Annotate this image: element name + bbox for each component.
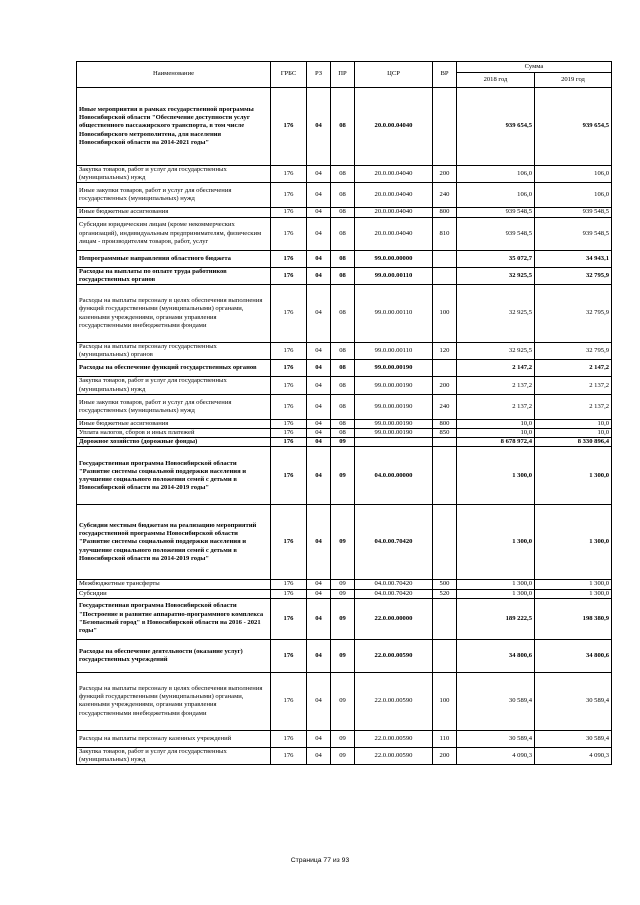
cell-s2018: 1 300,0	[457, 447, 535, 505]
cell-s2019: 34 943,1	[535, 250, 612, 267]
col-header-sum: Сумма	[457, 62, 612, 73]
cell-vr: 200	[433, 166, 457, 183]
cell-grbs: 176	[271, 343, 307, 360]
cell-s2019: 1 300,0	[535, 589, 612, 598]
budget-table	[76, 61, 612, 765]
cell-name: Иные закупки товаров, работ и услуг для обеспечения государственных (муниципальных) нужд	[77, 394, 271, 419]
table-row	[77, 88, 612, 166]
cell-csr: 22.0.00.00000	[355, 598, 433, 639]
cell-pr: 08	[331, 208, 355, 217]
cell-s2019: 32 795,9	[535, 285, 612, 343]
cell-s2019: 1 300,0	[535, 447, 612, 505]
cell-rz: 04	[307, 419, 331, 428]
cell-s2019: 939 548,5	[535, 217, 612, 250]
cell-grbs: 176	[271, 285, 307, 343]
cell-pr: 08	[331, 267, 355, 284]
cell-name: Субсидии местным бюджетам на реализацию мероприятий государственной программы Новосибирской области "Развитие системы социальной поддержки населения и улучшение социального положения семей с детьми в Новосибирской области на 2014-2019 годы"	[77, 505, 271, 580]
table-row	[77, 589, 612, 598]
cell-rz: 04	[307, 267, 331, 284]
cell-name: Расходы на выплаты по оплате труда работников государственных органов	[77, 267, 271, 284]
cell-pr: 09	[331, 598, 355, 639]
cell-s2018: 1 300,0	[457, 580, 535, 589]
cell-rz: 04	[307, 208, 331, 217]
cell-vr: 200	[433, 377, 457, 394]
table-row	[77, 672, 612, 730]
cell-grbs: 176	[271, 672, 307, 730]
cell-s2019: 2 137,2	[535, 377, 612, 394]
cell-rz: 04	[307, 589, 331, 598]
cell-s2018: 2 137,2	[457, 394, 535, 419]
cell-rz: 04	[307, 438, 331, 447]
cell-rz: 04	[307, 166, 331, 183]
cell-s2018: 2 137,2	[457, 377, 535, 394]
cell-vr: 240	[433, 183, 457, 208]
cell-s2018: 189 222,5	[457, 598, 535, 639]
cell-vr	[433, 267, 457, 284]
cell-rz: 04	[307, 88, 331, 166]
cell-rz: 04	[307, 505, 331, 580]
col-header-2018: 2018 год	[457, 73, 535, 88]
table-row	[77, 447, 612, 505]
cell-s2019: 30 589,4	[535, 672, 612, 730]
cell-pr: 09	[331, 589, 355, 598]
cell-vr: 800	[433, 208, 457, 217]
cell-vr: 240	[433, 394, 457, 419]
cell-grbs: 176	[271, 208, 307, 217]
cell-pr: 08	[331, 166, 355, 183]
budget-table-page	[76, 61, 611, 765]
table-header	[77, 62, 612, 88]
col-header-grbs: ГРБС	[271, 62, 307, 88]
cell-name: Субсидии	[77, 589, 271, 598]
cell-vr: 520	[433, 589, 457, 598]
table-body	[77, 88, 612, 765]
cell-grbs: 176	[271, 250, 307, 267]
cell-rz: 04	[307, 377, 331, 394]
table-row	[77, 360, 612, 377]
cell-s2018: 8 678 972,4	[457, 438, 535, 447]
cell-s2018: 939 548,5	[457, 217, 535, 250]
table-row	[77, 285, 612, 343]
cell-s2018: 10,0	[457, 429, 535, 438]
col-header-csr: ЦСР	[355, 62, 433, 88]
cell-pr: 08	[331, 360, 355, 377]
cell-csr: 99.0.00.00110	[355, 267, 433, 284]
cell-s2019: 32 795,9	[535, 343, 612, 360]
cell-grbs: 176	[271, 267, 307, 284]
cell-rz: 04	[307, 429, 331, 438]
table-row	[77, 730, 612, 747]
cell-grbs: 176	[271, 447, 307, 505]
col-header-vr: ВР	[433, 62, 457, 88]
cell-name: Расходы на обеспечение функций государственных органов	[77, 360, 271, 377]
table-row	[77, 419, 612, 428]
cell-pr: 09	[331, 580, 355, 589]
cell-grbs: 176	[271, 88, 307, 166]
cell-grbs: 176	[271, 505, 307, 580]
table-row	[77, 438, 612, 447]
cell-vr	[433, 438, 457, 447]
cell-name: Иные мероприятия в рамках государственной программы Новосибирской области "Обеспечение доступности услуг общественного пассажирского транспорта, в том числе Новосибирского метрополитена, для населения Новосибирской области на 2014-2021 годы"	[77, 88, 271, 166]
cell-s2018: 32 925,5	[457, 267, 535, 284]
cell-s2018: 34 800,6	[457, 639, 535, 672]
cell-csr: 99.0.00.00110	[355, 285, 433, 343]
table-row	[77, 208, 612, 217]
cell-pr: 09	[331, 447, 355, 505]
cell-grbs: 176	[271, 589, 307, 598]
col-header-name: Наименование	[77, 62, 271, 88]
cell-pr: 08	[331, 183, 355, 208]
cell-s2019: 106,0	[535, 183, 612, 208]
cell-s2018: 4 090,3	[457, 747, 535, 764]
cell-pr: 08	[331, 377, 355, 394]
cell-vr: 100	[433, 285, 457, 343]
cell-s2019: 1 300,0	[535, 505, 612, 580]
cell-vr: 810	[433, 217, 457, 250]
cell-grbs: 176	[271, 747, 307, 764]
cell-vr	[433, 250, 457, 267]
cell-rz: 04	[307, 672, 331, 730]
cell-name: Расходы на выплаты персоналу в целях обеспечения выполнения функций государственными (муниципальными) органами, казенными учреждениями, органами управления государственными внебюджетными фондами	[77, 285, 271, 343]
cell-rz: 04	[307, 360, 331, 377]
cell-grbs: 176	[271, 217, 307, 250]
cell-s2018: 939 548,5	[457, 208, 535, 217]
cell-s2019: 10,0	[535, 419, 612, 428]
cell-s2018: 2 147,2	[457, 360, 535, 377]
cell-name: Государственная программа Новосибирской области "Развитие системы социальной поддержки населения и улучшение социального положения семей с детьми в Новосибирской области на 2014-2019 годы"	[77, 447, 271, 505]
cell-s2019: 4 090,3	[535, 747, 612, 764]
cell-name: Закупка товаров, работ и услуг для государственных (муниципальных) нужд	[77, 166, 271, 183]
cell-rz: 04	[307, 250, 331, 267]
cell-s2019: 198 380,9	[535, 598, 612, 639]
cell-pr: 08	[331, 429, 355, 438]
cell-vr: 200	[433, 747, 457, 764]
cell-vr	[433, 360, 457, 377]
cell-s2019: 939 654,5	[535, 88, 612, 166]
cell-grbs: 176	[271, 360, 307, 377]
col-header-rz: РЗ	[307, 62, 331, 88]
cell-name: Расходы на выплаты персоналу казенных учреждений	[77, 730, 271, 747]
cell-csr: 99.0.00.00190	[355, 394, 433, 419]
cell-s2019: 30 589,4	[535, 730, 612, 747]
cell-csr: 22.0.00.00590	[355, 639, 433, 672]
cell-csr: 22.0.00.00590	[355, 672, 433, 730]
cell-s2018: 1 300,0	[457, 505, 535, 580]
table-row	[77, 639, 612, 672]
cell-csr: 04.0.00.70420	[355, 589, 433, 598]
cell-pr: 09	[331, 438, 355, 447]
cell-vr	[433, 447, 457, 505]
cell-pr: 08	[331, 419, 355, 428]
col-header-pr: ПР	[331, 62, 355, 88]
cell-csr: 20.0.00.04040	[355, 217, 433, 250]
table-row	[77, 394, 612, 419]
cell-name: Государственная программа Новосибирской области "Построение и развитие аппаратно-программного комплекса "Безопасный город" в Новосибирской области на 2016 - 2021 годы"	[77, 598, 271, 639]
cell-grbs: 176	[271, 183, 307, 208]
cell-rz: 04	[307, 639, 331, 672]
cell-s2019: 106,0	[535, 166, 612, 183]
cell-vr: 110	[433, 730, 457, 747]
table-row	[77, 505, 612, 580]
cell-csr: 20.0.00.04040	[355, 88, 433, 166]
cell-rz: 04	[307, 580, 331, 589]
cell-s2018: 32 925,5	[457, 285, 535, 343]
cell-pr: 09	[331, 747, 355, 764]
col-header-2019: 2019 год	[535, 73, 612, 88]
cell-s2019: 1 300,0	[535, 580, 612, 589]
cell-s2018: 32 925,5	[457, 343, 535, 360]
cell-csr: 04.0.00.70420	[355, 505, 433, 580]
cell-grbs: 176	[271, 438, 307, 447]
cell-grbs: 176	[271, 598, 307, 639]
cell-csr: 99.0.00.00190	[355, 360, 433, 377]
cell-vr: 100	[433, 672, 457, 730]
cell-name: Закупка товаров, работ и услуг для государственных (муниципальных) нужд	[77, 377, 271, 394]
cell-s2018: 1 300,0	[457, 589, 535, 598]
table-row	[77, 250, 612, 267]
cell-pr: 08	[331, 250, 355, 267]
cell-name: Расходы на выплаты персоналу в целях обеспечения выполнения функций государственными (муниципальными) органами, казенными учреждениями, органами управления государственными внебюджетными фондами	[77, 672, 271, 730]
cell-grbs: 176	[271, 394, 307, 419]
cell-pr: 09	[331, 505, 355, 580]
cell-pr: 08	[331, 88, 355, 166]
cell-s2019: 34 800,6	[535, 639, 612, 672]
cell-csr: 04.0.00.00000	[355, 447, 433, 505]
cell-name: Расходы на обеспечение деятельности (оказание услуг) государственных учреждений	[77, 639, 271, 672]
cell-grbs: 176	[271, 639, 307, 672]
cell-rz: 04	[307, 285, 331, 343]
cell-rz: 04	[307, 183, 331, 208]
cell-s2018: 10,0	[457, 419, 535, 428]
table-row	[77, 217, 612, 250]
cell-rz: 04	[307, 394, 331, 419]
table-row	[77, 580, 612, 589]
cell-name: Иные закупки товаров, работ и услуг для обеспечения государственных (муниципальных) нужд	[77, 183, 271, 208]
cell-csr: 22.0.00.00590	[355, 747, 433, 764]
table-row	[77, 747, 612, 764]
cell-vr: 120	[433, 343, 457, 360]
cell-name: Закупка товаров, работ и услуг для государственных (муниципальных) нужд	[77, 747, 271, 764]
cell-name: Расходы на выплаты персоналу государственных (муниципальных) органов	[77, 343, 271, 360]
cell-rz: 04	[307, 447, 331, 505]
cell-vr: 800	[433, 419, 457, 428]
cell-vr	[433, 598, 457, 639]
cell-pr: 08	[331, 285, 355, 343]
cell-grbs: 176	[271, 419, 307, 428]
cell-csr: 99.0.00.00190	[355, 419, 433, 428]
cell-s2019: 8 330 896,4	[535, 438, 612, 447]
cell-vr	[433, 505, 457, 580]
cell-name: Непрограммные направления областного бюджета	[77, 250, 271, 267]
cell-rz: 04	[307, 747, 331, 764]
cell-grbs: 176	[271, 429, 307, 438]
cell-pr: 09	[331, 639, 355, 672]
cell-s2018: 30 589,4	[457, 672, 535, 730]
cell-csr: 22.0.00.00590	[355, 730, 433, 747]
table-row	[77, 183, 612, 208]
cell-name: Иные бюджетные ассигнования	[77, 419, 271, 428]
cell-pr: 08	[331, 343, 355, 360]
cell-pr: 09	[331, 672, 355, 730]
cell-s2018: 35 072,7	[457, 250, 535, 267]
cell-csr	[355, 438, 433, 447]
cell-rz: 04	[307, 217, 331, 250]
cell-s2019: 939 548,5	[535, 208, 612, 217]
cell-vr	[433, 639, 457, 672]
cell-s2019: 2 147,2	[535, 360, 612, 377]
cell-csr: 20.0.00.04040	[355, 166, 433, 183]
cell-s2018: 106,0	[457, 166, 535, 183]
table-row	[77, 166, 612, 183]
cell-name: Уплата налогов, сборов и иных платежей	[77, 429, 271, 438]
cell-name: Дорожное хозяйство (дорожные фонды)	[77, 438, 271, 447]
cell-csr: 99.0.00.00190	[355, 377, 433, 394]
cell-pr: 08	[331, 217, 355, 250]
cell-csr: 04.0.00.70420	[355, 580, 433, 589]
cell-pr: 09	[331, 730, 355, 747]
cell-rz: 04	[307, 730, 331, 747]
cell-s2018: 106,0	[457, 183, 535, 208]
table-row	[77, 267, 612, 284]
cell-s2019: 32 795,9	[535, 267, 612, 284]
cell-rz: 04	[307, 598, 331, 639]
cell-s2019: 2 137,2	[535, 394, 612, 419]
cell-s2019: 10,0	[535, 429, 612, 438]
cell-grbs: 176	[271, 730, 307, 747]
cell-grbs: 176	[271, 166, 307, 183]
table-row	[77, 598, 612, 639]
cell-name: Субсидии юридическим лицам (кроме некоммерческих организаций), индивидуальным предпринимателям, физическим лицам - производителям товаров, работ, услуг	[77, 217, 271, 250]
table-row	[77, 343, 612, 360]
table-row	[77, 377, 612, 394]
cell-csr: 20.0.00.04040	[355, 208, 433, 217]
cell-grbs: 176	[271, 580, 307, 589]
cell-s2018: 939 654,5	[457, 88, 535, 166]
cell-vr: 500	[433, 580, 457, 589]
cell-s2018: 30 589,4	[457, 730, 535, 747]
cell-name: Межбюджетные трансферты	[77, 580, 271, 589]
table-row	[77, 429, 612, 438]
cell-csr: 99.0.00.00110	[355, 343, 433, 360]
cell-pr: 08	[331, 394, 355, 419]
cell-name: Иные бюджетные ассигнования	[77, 208, 271, 217]
cell-csr: 99.0.00.00190	[355, 429, 433, 438]
cell-grbs: 176	[271, 377, 307, 394]
cell-rz: 04	[307, 343, 331, 360]
cell-vr	[433, 88, 457, 166]
page-number: Страница 77 из 93	[290, 857, 350, 864]
cell-csr: 99.0.00.00000	[355, 250, 433, 267]
cell-vr: 850	[433, 429, 457, 438]
cell-csr: 20.0.00.04040	[355, 183, 433, 208]
